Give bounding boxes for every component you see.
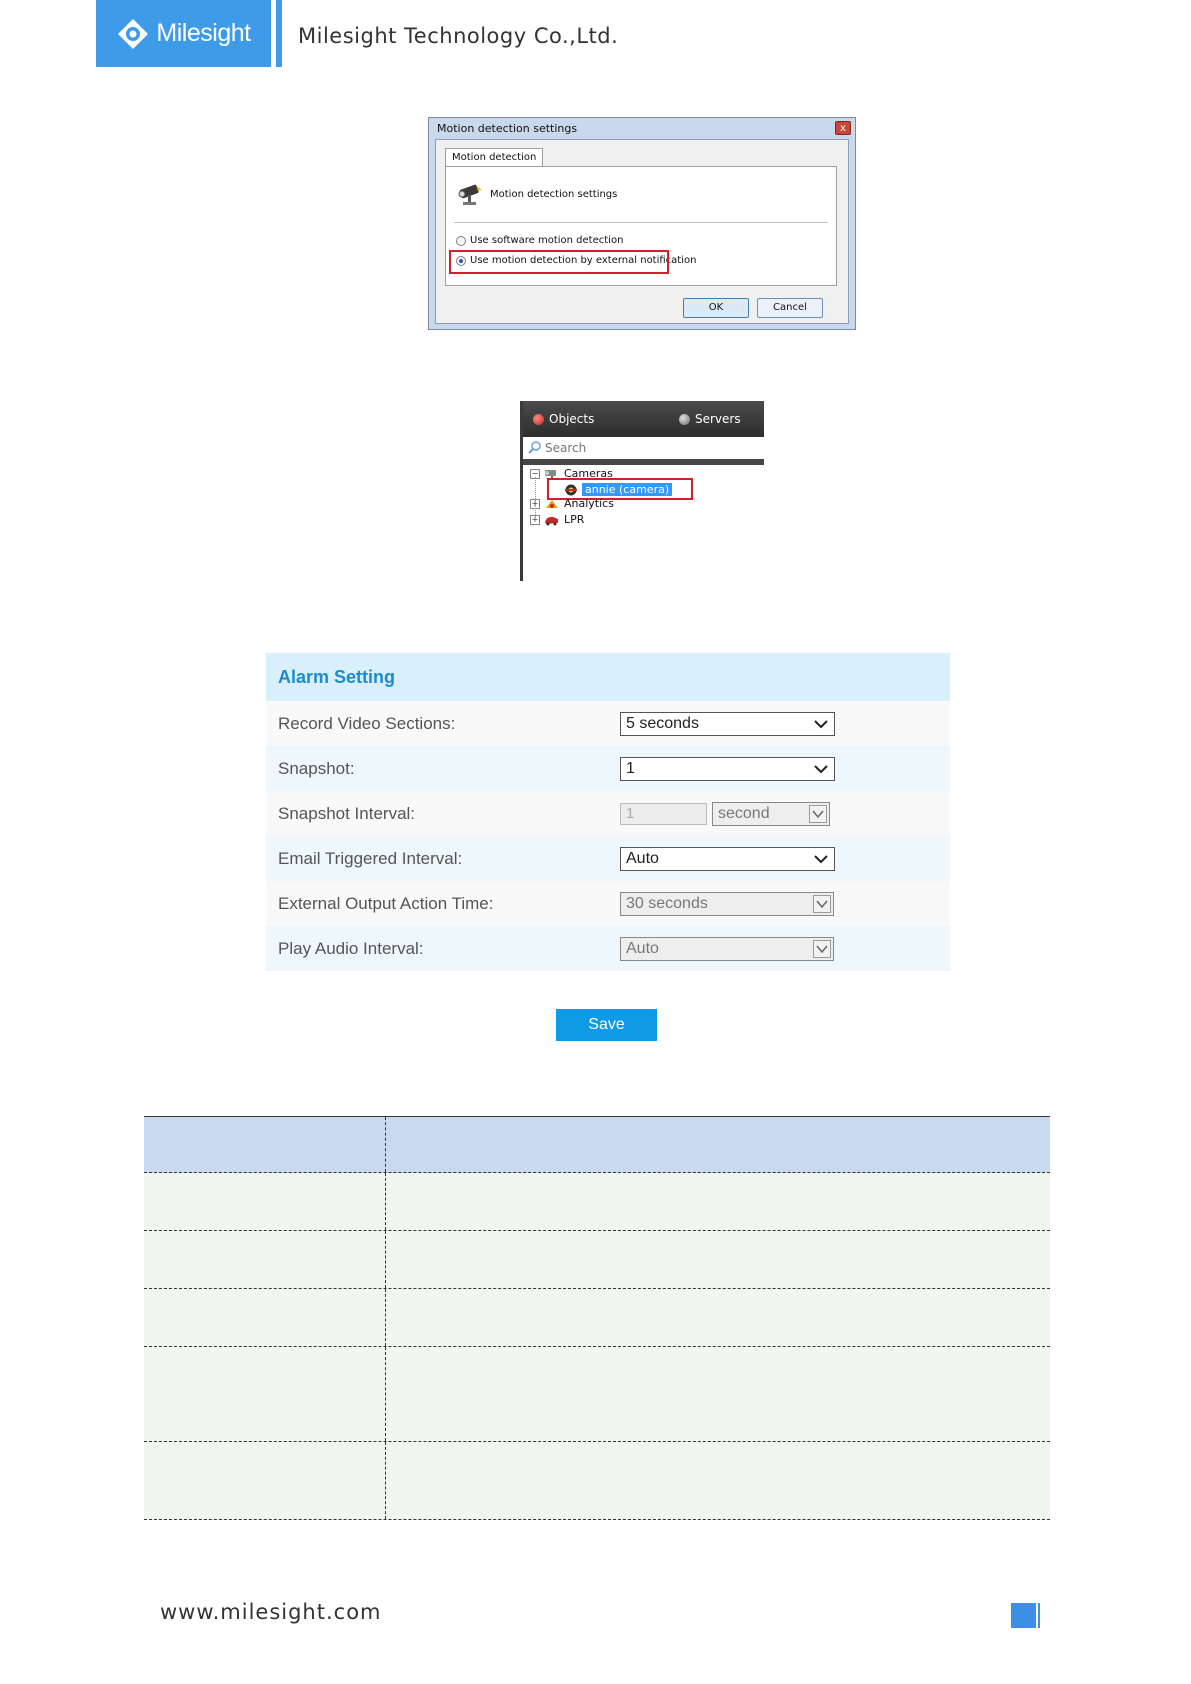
field-label: Snapshot: (278, 758, 355, 778)
play-audio-interval-select (620, 937, 834, 961)
lpr-icon (544, 514, 560, 526)
tree-item-analytics[interactable] (530, 497, 614, 510)
email-triggered-interval-select[interactable] (620, 847, 835, 871)
select-value: Auto (626, 849, 659, 867)
logo-text: Milesight (156, 19, 251, 47)
select-value: 1 (626, 759, 635, 777)
close-icon[interactable]: x (835, 121, 851, 135)
objects-icon (533, 414, 544, 425)
option-software-detection[interactable] (456, 235, 623, 246)
ok-button[interactable]: OK (683, 298, 749, 318)
tree-label: LPR (564, 513, 585, 526)
table-row (144, 1347, 1050, 1442)
dialog-heading: Motion detection settings (490, 189, 618, 200)
dropdown-box (813, 940, 831, 958)
save-button[interactable]: Save (556, 1009, 657, 1041)
tab-motion-detection[interactable]: Motion detection (445, 148, 543, 166)
column-divider (385, 1117, 386, 1172)
chevron-down-icon (814, 852, 828, 866)
camera-icon (454, 181, 484, 207)
objects-panel-header (520, 401, 764, 437)
field-label: Play Audio Interval: (278, 938, 424, 958)
alarm-setting-title: Alarm Setting (266, 653, 950, 701)
column-divider (385, 1347, 386, 1441)
table-row (144, 1173, 1050, 1231)
field-label: Email Triggered Interval: (278, 848, 463, 868)
snapshot-interval-unit-select (712, 802, 830, 826)
select-value: 5 seconds (626, 714, 699, 732)
dialog-title: Motion detection settings (437, 122, 578, 135)
snapshot-select[interactable] (620, 757, 835, 781)
panel-border (520, 401, 523, 581)
chevron-down-icon (816, 943, 828, 955)
field-label: External Output Action Time: (278, 893, 494, 913)
external-output-action-time-select (620, 892, 834, 916)
separator (454, 222, 828, 223)
chevron-down-icon (812, 808, 824, 820)
snapshot-interval-input: 1 (620, 803, 707, 825)
dialog-body (435, 139, 849, 324)
dropdown-box (813, 895, 831, 913)
field-label: Record Video Sections: (278, 713, 456, 733)
row-external-output-action-time (266, 881, 950, 926)
milesight-logo-icon (116, 17, 150, 51)
row-play-audio-interval (266, 926, 950, 971)
option-label: Use software motion detection (470, 235, 624, 246)
page-marker-bar (1038, 1603, 1040, 1628)
table-row (144, 1289, 1050, 1347)
tree-label-selected: annie (camera) (582, 483, 672, 496)
tab-servers-label: Servers (695, 412, 741, 426)
radio-software[interactable] (456, 236, 466, 246)
chevron-down-icon (814, 717, 828, 731)
servers-icon (679, 414, 690, 425)
tab-objects[interactable] (533, 412, 594, 426)
row-snapshot-interval (266, 791, 950, 836)
brand-logo (96, 0, 271, 67)
row-snapshot (266, 746, 950, 791)
expand-icon[interactable]: + (531, 498, 539, 508)
row-email-triggered-interval (266, 836, 950, 881)
expand-icon[interactable]: + (531, 514, 539, 524)
dialog-panel (445, 166, 837, 286)
record-video-sections-select[interactable] (620, 712, 835, 736)
option-label: Use motion detection by external notification (470, 255, 697, 266)
motion-detection-dialog (428, 117, 856, 330)
select-value: Auto (626, 939, 659, 957)
objects-panel (520, 401, 764, 581)
search-input[interactable] (523, 437, 764, 465)
collapse-icon[interactable]: − (531, 468, 539, 478)
table-row (144, 1442, 1050, 1520)
column-divider (385, 1231, 386, 1288)
page-marker (1011, 1603, 1036, 1628)
tree-label: Analytics (564, 497, 614, 510)
column-divider (385, 1173, 386, 1230)
analytics-icon (544, 498, 560, 510)
column-divider (385, 1289, 386, 1346)
table-header-row (144, 1116, 1050, 1173)
parameter-table (144, 1116, 1050, 1520)
website-link[interactable]: www.milesight.com (160, 1600, 382, 1624)
table-row (144, 1231, 1050, 1289)
row-record-video-sections (266, 701, 950, 746)
company-name: Milesight Technology Co.,Ltd. (298, 24, 619, 48)
column-divider (385, 1442, 386, 1519)
tab-objects-label: Objects (549, 412, 595, 426)
select-value: 30 seconds (626, 894, 708, 912)
search-placeholder: Search (545, 441, 587, 455)
dropdown-box (809, 805, 827, 823)
highlight-box (449, 250, 669, 274)
select-value: second (718, 804, 770, 822)
cancel-button[interactable]: Cancel (757, 298, 823, 318)
tree-label: Cameras (564, 467, 613, 480)
chevron-down-icon (816, 898, 828, 910)
tab-servers[interactable] (679, 412, 741, 426)
header-divider (276, 0, 282, 67)
search-icon (528, 440, 542, 454)
tree-line (535, 477, 537, 517)
tree-item-lpr[interactable] (530, 513, 584, 526)
alarm-setting-panel (266, 653, 950, 971)
chevron-down-icon (814, 762, 828, 776)
field-label: Snapshot Interval: (278, 803, 416, 823)
